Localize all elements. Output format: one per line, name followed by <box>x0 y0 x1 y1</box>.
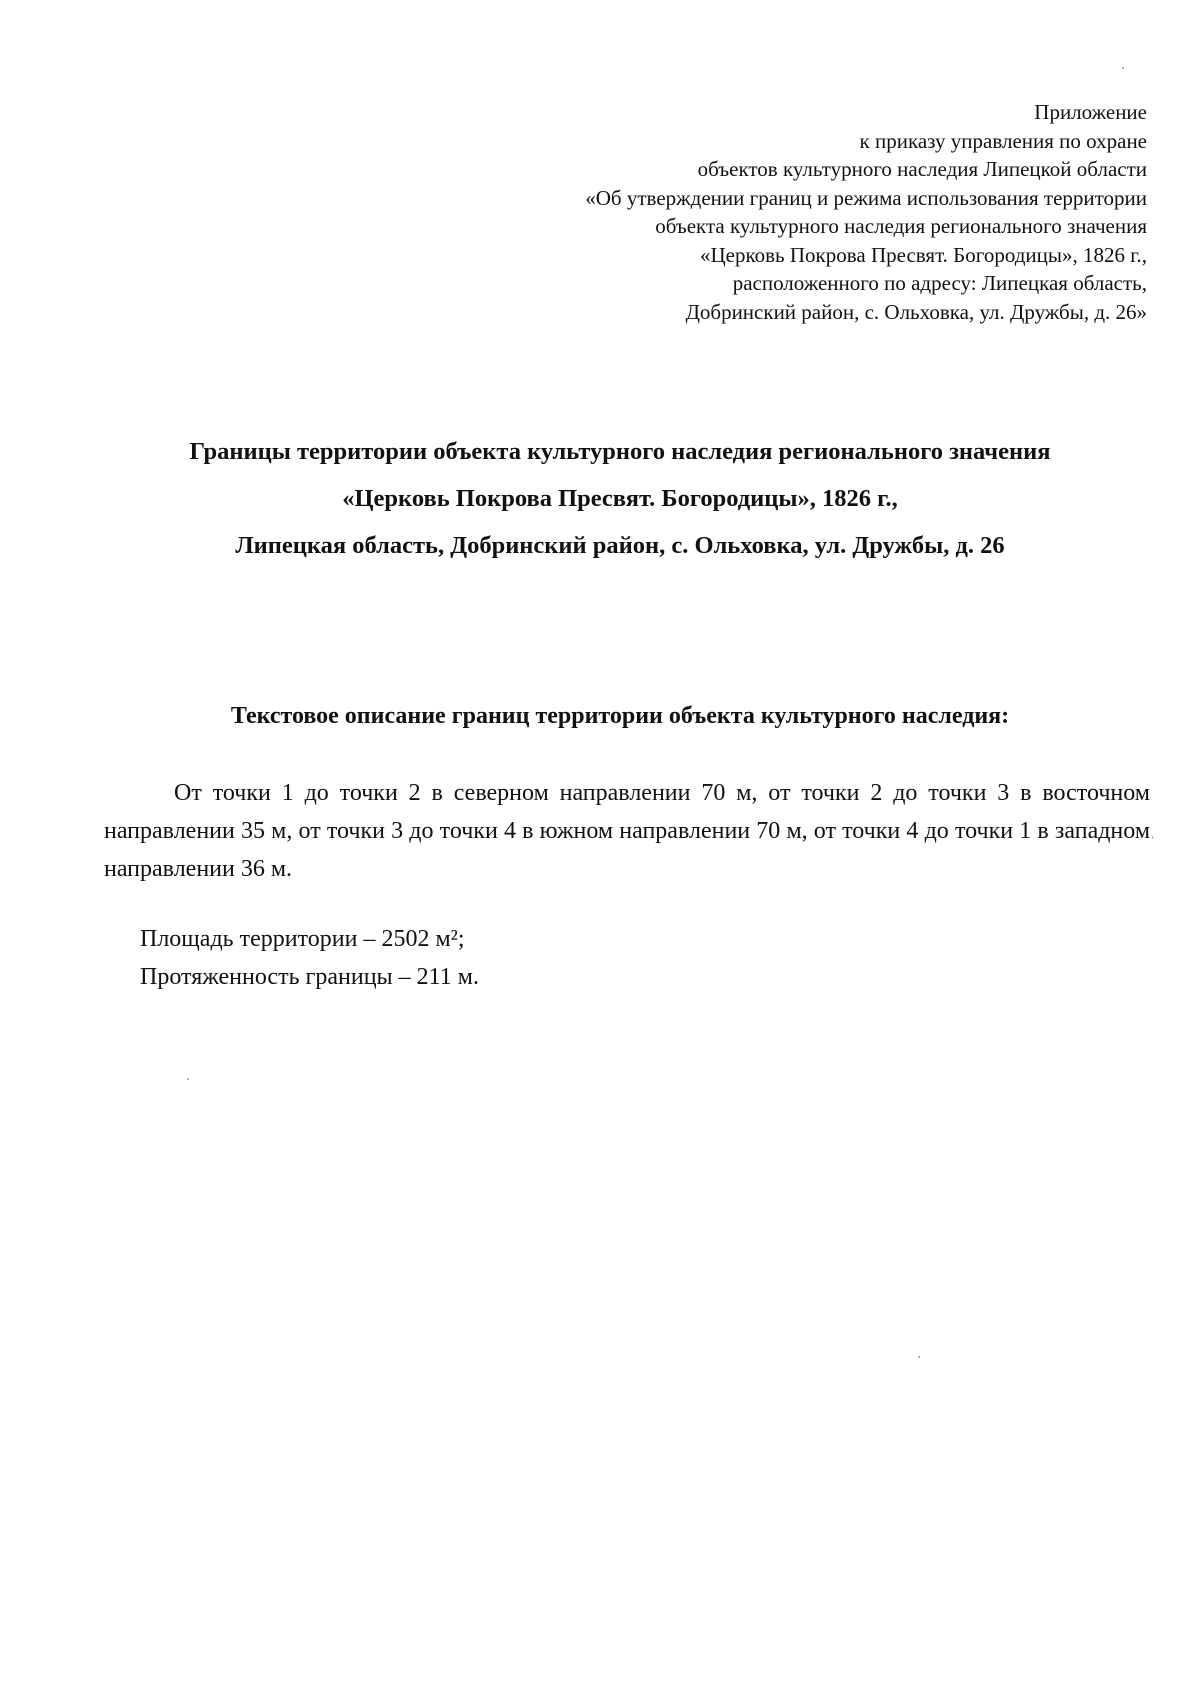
perimeter-line: Протяженность границы – 211 м. <box>140 964 479 990</box>
appendix-header <box>247 98 1147 326</box>
appendix-line: «Об утверждении границ и режима использования территории <box>585 185 1147 210</box>
territory-metrics <box>140 920 1040 996</box>
appendix-line: расположенного по адресу: Липецкая область, <box>732 271 1147 295</box>
appendix-line: Добринский район, с. Ольховка, ул. Дружбы, д. 26» <box>685 299 1147 324</box>
appendix-line: объектов культурного наследия Липецкой области <box>697 157 1147 181</box>
appendix-line: «Церковь Покрова Пресвят. Богородицы», 1826 г., <box>700 242 1147 267</box>
scan-speck <box>1122 67 1124 69</box>
appendix-line: объекта культурного наследия регионального значения <box>655 214 1147 238</box>
scan-speck <box>1152 836 1153 839</box>
section-heading: Текстовое описание границ территории объекта культурного наследия: <box>230 703 1010 729</box>
scan-speck <box>187 1078 189 1080</box>
document-title <box>60 428 1180 569</box>
area-line: Площадь территории – 2502 м²; <box>140 926 465 952</box>
scan-speck <box>918 1356 920 1358</box>
boundary-description: От точки 1 до точки 2 в северном направлении 70 м, от точки 2 до точки 3 в восточном направлении 35 м, от точки 3 до точки 4 в южном направлении 70 м, от точки 4 до точки 1 в западном направлении 36 м. <box>104 780 1150 882</box>
title-line: Границы территории объекта культурного наследия регионального значения <box>189 438 1051 465</box>
appendix-line: к приказу управления по охране <box>859 128 1147 153</box>
title-line: Липецкая область, Добринский район, с. Ольховка, ул. Дружбы, д. 26 <box>235 532 1005 559</box>
title-line: «Церковь Покрова Пресвят. Богородицы», 1826 г., <box>342 485 898 512</box>
appendix-line: Приложение <box>1034 100 1147 124</box>
